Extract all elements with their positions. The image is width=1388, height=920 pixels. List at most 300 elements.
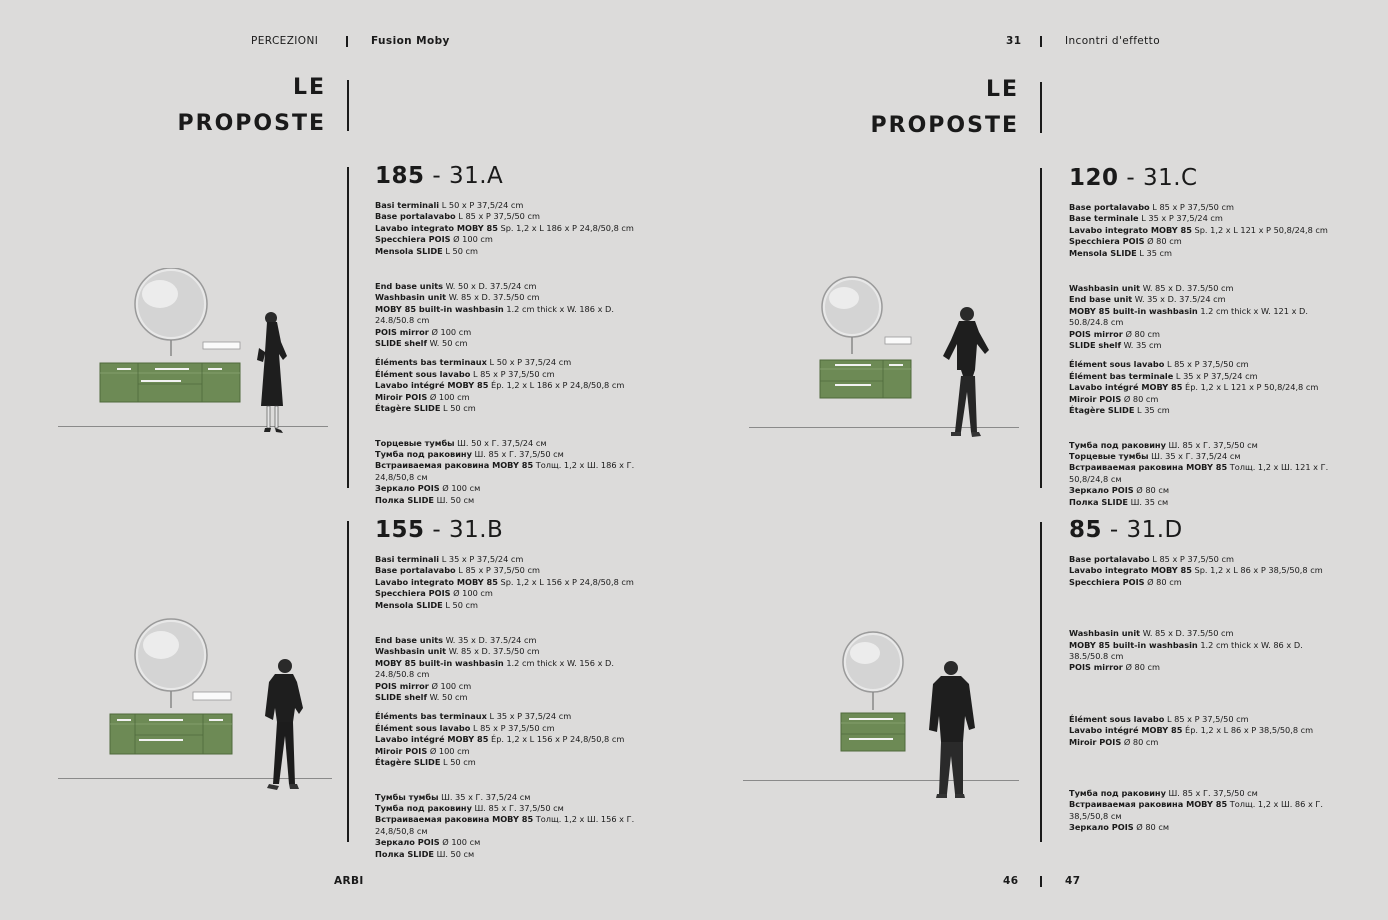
spec-label: Miroir POIS bbox=[1069, 393, 1122, 404]
product-c-number: 120 bbox=[1069, 165, 1119, 191]
spec-row bbox=[375, 281, 645, 292]
spec-value: Ø 100 cm bbox=[427, 745, 470, 756]
spec-label: Specchiera POIS bbox=[1069, 576, 1145, 587]
spec-label: Lavabo intégré MOBY 85 bbox=[1069, 382, 1183, 393]
page-title-left bbox=[178, 70, 326, 142]
spec-row bbox=[1069, 822, 1339, 833]
spec-value: Ø 100 cm bbox=[450, 234, 493, 245]
spec-value: 1.2 cm thick x W. 156 x D. 24.8/50.8 cm bbox=[375, 657, 614, 680]
spec-value: Ш. 50 см bbox=[433, 848, 475, 859]
spec-row bbox=[375, 803, 645, 814]
spec-row bbox=[375, 554, 645, 565]
spec-row bbox=[375, 292, 645, 303]
spec-label: Éléments bas terminaux bbox=[375, 357, 487, 368]
spec-row bbox=[1069, 737, 1339, 748]
illustration-a bbox=[95, 268, 315, 443]
spec-value: Ø 80 cm bbox=[1121, 736, 1159, 747]
spec-value: Ép. 1,2 x L 186 x P 24,8/50,8 cm bbox=[488, 380, 625, 391]
cabinet-icon bbox=[110, 714, 232, 754]
spec-value: Ø 100 cm bbox=[428, 680, 472, 691]
spec-row bbox=[375, 380, 645, 391]
illustration-c bbox=[815, 276, 1015, 444]
spec-value: Ø 100 см bbox=[439, 837, 481, 848]
product-a-bar bbox=[347, 167, 349, 488]
spec-row bbox=[1069, 714, 1339, 725]
spec-label: Base portalavabo bbox=[375, 565, 456, 576]
spec-value: L 50 x P 37,5/24 cm bbox=[439, 200, 524, 210]
spec-label: MOBY 85 built-in washbasin bbox=[1069, 305, 1198, 316]
spec-label: End base units bbox=[375, 635, 444, 646]
cabinet-icon bbox=[820, 360, 911, 398]
spec-row bbox=[1069, 283, 1339, 294]
spec-value: Sp. 1,2 x L 121 x P 50,8/24,8 cm bbox=[1191, 224, 1328, 235]
spec-label: Washbasin unit bbox=[375, 292, 447, 303]
product-c-block bbox=[1069, 165, 1339, 508]
spec-label: MOBY 85 built-in washbasin bbox=[1069, 639, 1198, 650]
spec-value: L 35 x P 37,5/24 cm bbox=[439, 554, 524, 564]
spec-row bbox=[375, 723, 645, 734]
spec-row bbox=[1069, 485, 1339, 496]
spec-label: Miroir POIS bbox=[1069, 736, 1122, 747]
page-title-right bbox=[871, 72, 1019, 144]
spec-value: Ø 100 cm bbox=[427, 391, 470, 402]
spec-label: Étagère SLIDE bbox=[375, 757, 441, 768]
spec-row bbox=[1069, 462, 1339, 485]
spec-value: Sp. 1,2 x L 156 x P 24,8/50,8 cm bbox=[497, 576, 634, 587]
spec-label: Élément sous lavabo bbox=[1069, 713, 1165, 724]
product-b-bar bbox=[347, 521, 349, 842]
spec-group bbox=[375, 554, 645, 611]
spec-value: W. 85 x D. 37.5/50 cm bbox=[446, 292, 540, 303]
spec-row bbox=[375, 449, 645, 460]
spec-value: L 85 x P 37,5/50 cm bbox=[470, 722, 555, 733]
spec-label: Specchiera POIS bbox=[375, 234, 451, 245]
spec-row bbox=[1069, 359, 1339, 370]
product-a-dash: - bbox=[432, 163, 442, 189]
spec-group bbox=[1069, 628, 1339, 674]
product-c-heading bbox=[1069, 165, 1339, 191]
spec-row bbox=[375, 369, 645, 380]
spec-row bbox=[1069, 497, 1339, 508]
spec-row bbox=[1069, 248, 1339, 259]
spec-row bbox=[375, 460, 645, 483]
spec-value: Ш. 85 x Г. 37,5/50 см bbox=[471, 448, 564, 459]
header-page-number-text: 31 bbox=[1006, 35, 1022, 47]
spec-value: W. 50 cm bbox=[427, 338, 468, 349]
product-d-bar bbox=[1040, 522, 1042, 842]
spec-row bbox=[1069, 640, 1339, 663]
spec-label: SLIDE shelf bbox=[375, 692, 428, 703]
spec-label: SLIDE shelf bbox=[1069, 340, 1122, 351]
spec-group bbox=[375, 281, 645, 349]
spec-value: W. 85 x D. 37.5/50 cm bbox=[1140, 283, 1234, 294]
footer-page-right bbox=[1065, 875, 1080, 887]
spec-value: L 50 cm bbox=[442, 599, 479, 610]
spec-group bbox=[1069, 440, 1339, 508]
spec-value: Ép. 1,2 x L 156 x P 24,8/50,8 cm bbox=[488, 734, 625, 745]
spec-row bbox=[375, 849, 645, 860]
spec-value: W. 35 x D. 37.5/24 cm bbox=[443, 635, 537, 646]
header-separator-right bbox=[1040, 36, 1042, 47]
spec-row bbox=[1069, 329, 1339, 340]
spec-label: Lavabo integrato MOBY 85 bbox=[1069, 565, 1192, 576]
spec-row bbox=[1069, 628, 1339, 639]
spec-row bbox=[1069, 225, 1339, 236]
spec-label: Встраиваемая раковина MOBY 85 bbox=[1069, 462, 1228, 473]
spec-value: Ø 80 см bbox=[1133, 822, 1170, 833]
spec-label: Тумба под раковину bbox=[1069, 788, 1166, 799]
product-a-heading bbox=[375, 163, 645, 189]
spec-value: W. 50 cm bbox=[427, 692, 468, 703]
spec-group bbox=[1069, 554, 1339, 588]
spec-label: Élément sous lavabo bbox=[1069, 359, 1165, 370]
page-title-right-line1: LE bbox=[985, 77, 1019, 102]
spec-value: Толщ. 1,2 x Ш. 156 x Г. 24,8/50,8 см bbox=[375, 814, 635, 836]
spec-label: Base portalavabo bbox=[1069, 554, 1150, 564]
spec-row bbox=[375, 792, 645, 803]
spec-row bbox=[1069, 451, 1339, 462]
spec-group bbox=[1069, 283, 1339, 351]
spec-label: End base units bbox=[375, 281, 444, 292]
page-title-left-line1: LE bbox=[292, 75, 326, 100]
spec-group bbox=[1069, 788, 1339, 834]
spec-value: Ш. 35 x Г. 37,5/24 см bbox=[438, 791, 531, 802]
spec-row bbox=[375, 746, 645, 757]
spec-row bbox=[375, 588, 645, 599]
spec-value: Ø 80 cm bbox=[1121, 393, 1159, 404]
spec-label: POIS mirror bbox=[1069, 662, 1123, 673]
spec-value: Ш. 35 см bbox=[1127, 496, 1169, 507]
spec-row bbox=[375, 483, 645, 494]
spec-value: 1.2 cm thick x W. 86 x D. 38.5/50.8 cm bbox=[1069, 639, 1303, 662]
spec-label: Тумба под раковину bbox=[375, 802, 472, 813]
spec-row bbox=[375, 734, 645, 745]
spec-value: W. 85 x D. 37.5/50 cm bbox=[1140, 628, 1234, 639]
shelf-icon bbox=[193, 692, 231, 700]
spec-label: Élément sous lavabo bbox=[375, 368, 471, 379]
spec-row bbox=[375, 600, 645, 611]
spec-group bbox=[375, 792, 645, 860]
spec-row bbox=[375, 392, 645, 403]
product-a-number: 185 bbox=[375, 163, 425, 189]
spec-value: Ш. 85 x Г. 37,5/50 см bbox=[471, 802, 564, 813]
spec-value: Ø 80 cm bbox=[1144, 576, 1182, 587]
spec-value: 1.2 cm thick x W. 186 x D. 24.8/50.8 cm bbox=[375, 303, 614, 326]
spec-row bbox=[375, 234, 645, 245]
spec-value: L 35 x P 37,5/24 cm bbox=[1173, 370, 1258, 381]
product-d-dash: - bbox=[1109, 517, 1119, 543]
shelf-icon bbox=[203, 342, 240, 349]
spec-value: Ш. 50 x Г. 37,5/24 см bbox=[454, 437, 547, 448]
spec-row bbox=[1069, 213, 1339, 224]
mirror-icon bbox=[843, 632, 903, 710]
spec-label: Washbasin unit bbox=[1069, 283, 1141, 294]
spec-row bbox=[1069, 662, 1339, 673]
spec-value: Ø 100 см bbox=[439, 483, 481, 494]
cabinet-icon bbox=[100, 363, 240, 402]
spec-value: L 50 x P 37,5/24 cm bbox=[486, 357, 572, 368]
spec-label: Зеркало POIS bbox=[375, 837, 440, 848]
spec-label: Base portalavabo bbox=[1069, 202, 1150, 212]
spec-row bbox=[1069, 382, 1339, 393]
title-bar-right bbox=[1040, 82, 1042, 133]
spec-value: W. 35 cm bbox=[1121, 340, 1162, 351]
spec-label: Торцевые тумбы bbox=[375, 437, 455, 448]
spec-row bbox=[375, 692, 645, 703]
spec-group bbox=[1069, 359, 1339, 416]
spec-label: Тумбы тумбы bbox=[375, 791, 439, 802]
spec-row bbox=[375, 223, 645, 234]
spec-label: Встраиваемая раковина MOBY 85 bbox=[1069, 799, 1228, 810]
spec-value: Ø 100 cm bbox=[450, 588, 493, 599]
spec-label: MOBY 85 built-in washbasin bbox=[375, 303, 504, 314]
spec-label: End base unit bbox=[1069, 294, 1133, 305]
spec-value: L 85 x P 37,5/50 cm bbox=[455, 565, 540, 576]
spec-label: SLIDE shelf bbox=[375, 338, 428, 349]
spec-value: 1.2 cm thick x W. 121 x D. 50.8/24.8 cm bbox=[1069, 305, 1308, 328]
spec-value: L 85 x P 37,5/50 cm bbox=[1164, 713, 1249, 724]
spec-row bbox=[375, 814, 645, 837]
spec-row bbox=[1069, 405, 1339, 416]
spec-value: W. 85 x D. 37.5/50 cm bbox=[446, 646, 540, 657]
spec-value: Ø 80 cm bbox=[1144, 236, 1182, 247]
header-collection-text: Fusion Moby bbox=[371, 35, 450, 47]
spec-label: Specchiera POIS bbox=[375, 588, 451, 599]
spec-row bbox=[375, 357, 645, 368]
spec-value: L 35 cm bbox=[1134, 405, 1170, 416]
spec-value: Ш. 50 см bbox=[433, 494, 475, 505]
product-d-code: 31.D bbox=[1126, 517, 1183, 543]
spec-label: MOBY 85 built-in washbasin bbox=[375, 657, 504, 668]
spec-row bbox=[1069, 394, 1339, 405]
spec-label: Base terminale bbox=[1069, 213, 1139, 224]
spec-group bbox=[375, 438, 645, 506]
footer-page-left-text: 46 bbox=[1003, 875, 1019, 887]
product-c-specs bbox=[1069, 202, 1339, 508]
spec-label: Встраиваемая раковина MOBY 85 bbox=[375, 460, 534, 471]
header-collection bbox=[371, 35, 450, 47]
footer-separator bbox=[1040, 876, 1042, 887]
spec-value: Толщ. 1,2 x Ш. 186 x Г. 24,8/50,8 см bbox=[375, 460, 635, 482]
spec-row bbox=[1069, 202, 1339, 213]
spec-value: L 35 cm bbox=[1136, 247, 1173, 258]
spec-value: L 35 x P 37,5/24 cm bbox=[486, 711, 572, 722]
spec-row bbox=[375, 658, 645, 681]
spec-row bbox=[1069, 799, 1339, 822]
spec-value: Ø 80 cm bbox=[1122, 328, 1160, 339]
spec-group bbox=[375, 200, 645, 257]
spec-row bbox=[375, 681, 645, 692]
spec-value: L 35 x P 37,5/24 cm bbox=[1138, 213, 1223, 224]
spec-label: Base portalavabo bbox=[375, 211, 456, 222]
spec-row bbox=[375, 200, 645, 211]
spec-label: Lavabo intégré MOBY 85 bbox=[1069, 725, 1183, 736]
header-page-number bbox=[1006, 35, 1021, 47]
spec-label: Тумба под раковину bbox=[1069, 439, 1166, 450]
spec-value: L 85 x P 37,5/50 cm bbox=[455, 211, 540, 222]
spec-value: Ш. 85 x Г. 37,5/50 см bbox=[1165, 439, 1258, 450]
spec-row bbox=[375, 577, 645, 588]
spec-group bbox=[1069, 202, 1339, 259]
spec-group bbox=[1069, 714, 1339, 748]
product-a-block bbox=[375, 163, 645, 506]
spec-group bbox=[375, 357, 645, 414]
spec-value: L 85 x P 37,5/50 cm bbox=[1149, 202, 1234, 212]
spec-label: Встраиваемая раковина MOBY 85 bbox=[375, 814, 534, 825]
spec-label: Lavabo intégré MOBY 85 bbox=[375, 734, 489, 745]
person-woman-icon bbox=[943, 307, 989, 437]
spec-row bbox=[1069, 554, 1339, 565]
spec-row bbox=[1069, 340, 1339, 351]
header-section: PERCEZIONI bbox=[251, 35, 319, 47]
product-d-block bbox=[1069, 517, 1339, 834]
spec-row bbox=[375, 246, 645, 257]
spec-label: Élément bas terminale bbox=[1069, 370, 1174, 381]
spec-value: L 50 cm bbox=[442, 245, 479, 256]
spec-label: Miroir POIS bbox=[375, 745, 428, 756]
spec-label: Тумба под раковину bbox=[375, 448, 472, 459]
product-b-specs bbox=[375, 554, 645, 860]
footer-brand-text: ARBI bbox=[334, 875, 364, 887]
product-b-code: 31.B bbox=[448, 517, 504, 543]
spec-label: Lavabo integrato MOBY 85 bbox=[1069, 224, 1192, 235]
spec-value: Ø 100 cm bbox=[428, 326, 472, 337]
spec-label: Washbasin unit bbox=[1069, 628, 1141, 639]
spec-row bbox=[1069, 440, 1339, 451]
product-b-heading bbox=[375, 517, 645, 543]
mirror-icon bbox=[135, 268, 207, 356]
spec-value: Ø 80 cm bbox=[1122, 662, 1160, 673]
product-a-specs bbox=[375, 200, 645, 506]
spec-row bbox=[375, 327, 645, 338]
shelf-icon bbox=[885, 337, 911, 344]
page-title-right-line2: PROPOSTE bbox=[870, 113, 1019, 138]
spec-label: Basi terminali bbox=[375, 200, 440, 210]
spec-row bbox=[1069, 565, 1339, 576]
spec-label: Élément sous lavabo bbox=[375, 722, 471, 733]
spec-label: Éléments bas terminaux bbox=[375, 711, 487, 722]
header-separator-left bbox=[346, 36, 348, 47]
product-d-heading bbox=[1069, 517, 1339, 543]
title-bar-left bbox=[347, 80, 349, 131]
footer-brand bbox=[334, 875, 364, 887]
spec-label: Зеркало POIS bbox=[1069, 485, 1134, 496]
spec-label: Mensola SLIDE bbox=[375, 599, 443, 610]
spec-value: W. 35 x D. 37.5/24 cm bbox=[1132, 294, 1226, 305]
product-b-number: 155 bbox=[375, 517, 425, 543]
spec-label: Полка SLIDE bbox=[1069, 496, 1128, 507]
spec-row bbox=[375, 211, 645, 222]
spec-value: L 85 x P 37,5/50 cm bbox=[1164, 359, 1249, 370]
spec-label: POIS mirror bbox=[375, 326, 429, 337]
spec-label: POIS mirror bbox=[1069, 328, 1123, 339]
spec-label: Étagère SLIDE bbox=[1069, 405, 1135, 416]
spec-label: Étagère SLIDE bbox=[375, 403, 441, 414]
spec-label: Полка SLIDE bbox=[375, 848, 434, 859]
spec-value: Ш. 35 x Г. 37,5/24 см bbox=[1148, 450, 1241, 461]
product-b-block bbox=[375, 517, 645, 860]
footer-page-left bbox=[1003, 875, 1018, 887]
spec-label: Lavabo integrato MOBY 85 bbox=[375, 576, 498, 587]
spec-row bbox=[375, 438, 645, 449]
spec-row bbox=[375, 837, 645, 848]
spec-group bbox=[375, 635, 645, 703]
spec-label: Mensola SLIDE bbox=[375, 245, 443, 256]
spec-label: Miroir POIS bbox=[375, 391, 428, 402]
spec-row bbox=[375, 338, 645, 349]
spec-label: Зеркало POIS bbox=[375, 483, 440, 494]
mirror-icon bbox=[822, 277, 882, 354]
spec-value: L 85 x P 37,5/50 cm bbox=[1149, 554, 1234, 564]
spec-row bbox=[375, 304, 645, 327]
spec-value: Ép. 1,2 x L 121 x P 50,8/24,8 cm bbox=[1182, 382, 1319, 393]
illustration-d bbox=[835, 628, 985, 804]
product-d-specs bbox=[1069, 554, 1339, 834]
product-b-dash: - bbox=[432, 517, 442, 543]
spec-value: Ø 80 см bbox=[1133, 485, 1170, 496]
spec-value: W. 50 x D. 37.5/24 cm bbox=[443, 281, 537, 292]
spec-row bbox=[375, 646, 645, 657]
spec-label: POIS mirror bbox=[375, 680, 429, 691]
spec-label: Полка SLIDE bbox=[375, 494, 434, 505]
spec-group bbox=[375, 711, 645, 768]
spec-value: L 85 x P 37,5/50 cm bbox=[470, 368, 555, 379]
spec-label: Specchiera POIS bbox=[1069, 236, 1145, 247]
illustration-b bbox=[105, 618, 330, 798]
spec-value: L 50 cm bbox=[440, 403, 476, 414]
product-c-bar bbox=[1040, 168, 1042, 488]
product-a-code: 31.A bbox=[448, 163, 504, 189]
spec-label: Mensola SLIDE bbox=[1069, 247, 1137, 258]
page-title-left-line2: PROPOSTE bbox=[177, 111, 326, 136]
spec-row bbox=[1069, 236, 1339, 247]
spec-row bbox=[1069, 577, 1339, 588]
spec-label: Lavabo integrato MOBY 85 bbox=[375, 222, 498, 233]
spec-row bbox=[375, 711, 645, 722]
spec-value: Толщ. 1,2 x Ш. 121 x Г. 50,8/24,8 см bbox=[1069, 462, 1329, 484]
spec-value: Sp. 1,2 x L 186 x P 24,8/50,8 cm bbox=[497, 222, 634, 233]
spec-value: L 50 cm bbox=[440, 757, 476, 768]
spec-row bbox=[375, 635, 645, 646]
person-man-icon bbox=[265, 659, 303, 790]
header-right-section: Incontri d'effetto bbox=[1065, 35, 1161, 47]
product-c-code: 31.C bbox=[1142, 165, 1198, 191]
spec-value: Ш. 85 x Г. 37,5/50 см bbox=[1165, 788, 1258, 799]
spec-label: Торцевые тумбы bbox=[1069, 450, 1149, 461]
spec-row bbox=[375, 565, 645, 576]
spec-label: Lavabo intégré MOBY 85 bbox=[375, 380, 489, 391]
spec-label: Washbasin unit bbox=[375, 646, 447, 657]
spec-label: Basi terminali bbox=[375, 554, 440, 564]
product-c-dash: - bbox=[1126, 165, 1136, 191]
spec-value: Sp. 1,2 x L 86 x P 38,5/50,8 cm bbox=[1191, 565, 1323, 576]
spec-row bbox=[1069, 294, 1339, 305]
spec-row bbox=[1069, 725, 1339, 736]
spec-row bbox=[375, 495, 645, 506]
spec-row bbox=[1069, 371, 1339, 382]
spec-row bbox=[1069, 306, 1339, 329]
spec-value: Ép. 1,2 x L 86 x P 38,5/50,8 cm bbox=[1182, 725, 1314, 736]
cabinet-icon bbox=[841, 713, 905, 751]
spec-row bbox=[375, 403, 645, 414]
spec-label: Зеркало POIS bbox=[1069, 822, 1134, 833]
footer-page-right-text: 47 bbox=[1065, 875, 1081, 887]
product-d-number: 85 bbox=[1069, 517, 1103, 543]
spec-row bbox=[375, 757, 645, 768]
spec-value: Толщ. 1,2 x Ш. 86 x Г. 38,5/50,8 см bbox=[1069, 799, 1323, 821]
person-man-icon bbox=[929, 661, 975, 798]
person-woman-icon bbox=[257, 312, 287, 433]
